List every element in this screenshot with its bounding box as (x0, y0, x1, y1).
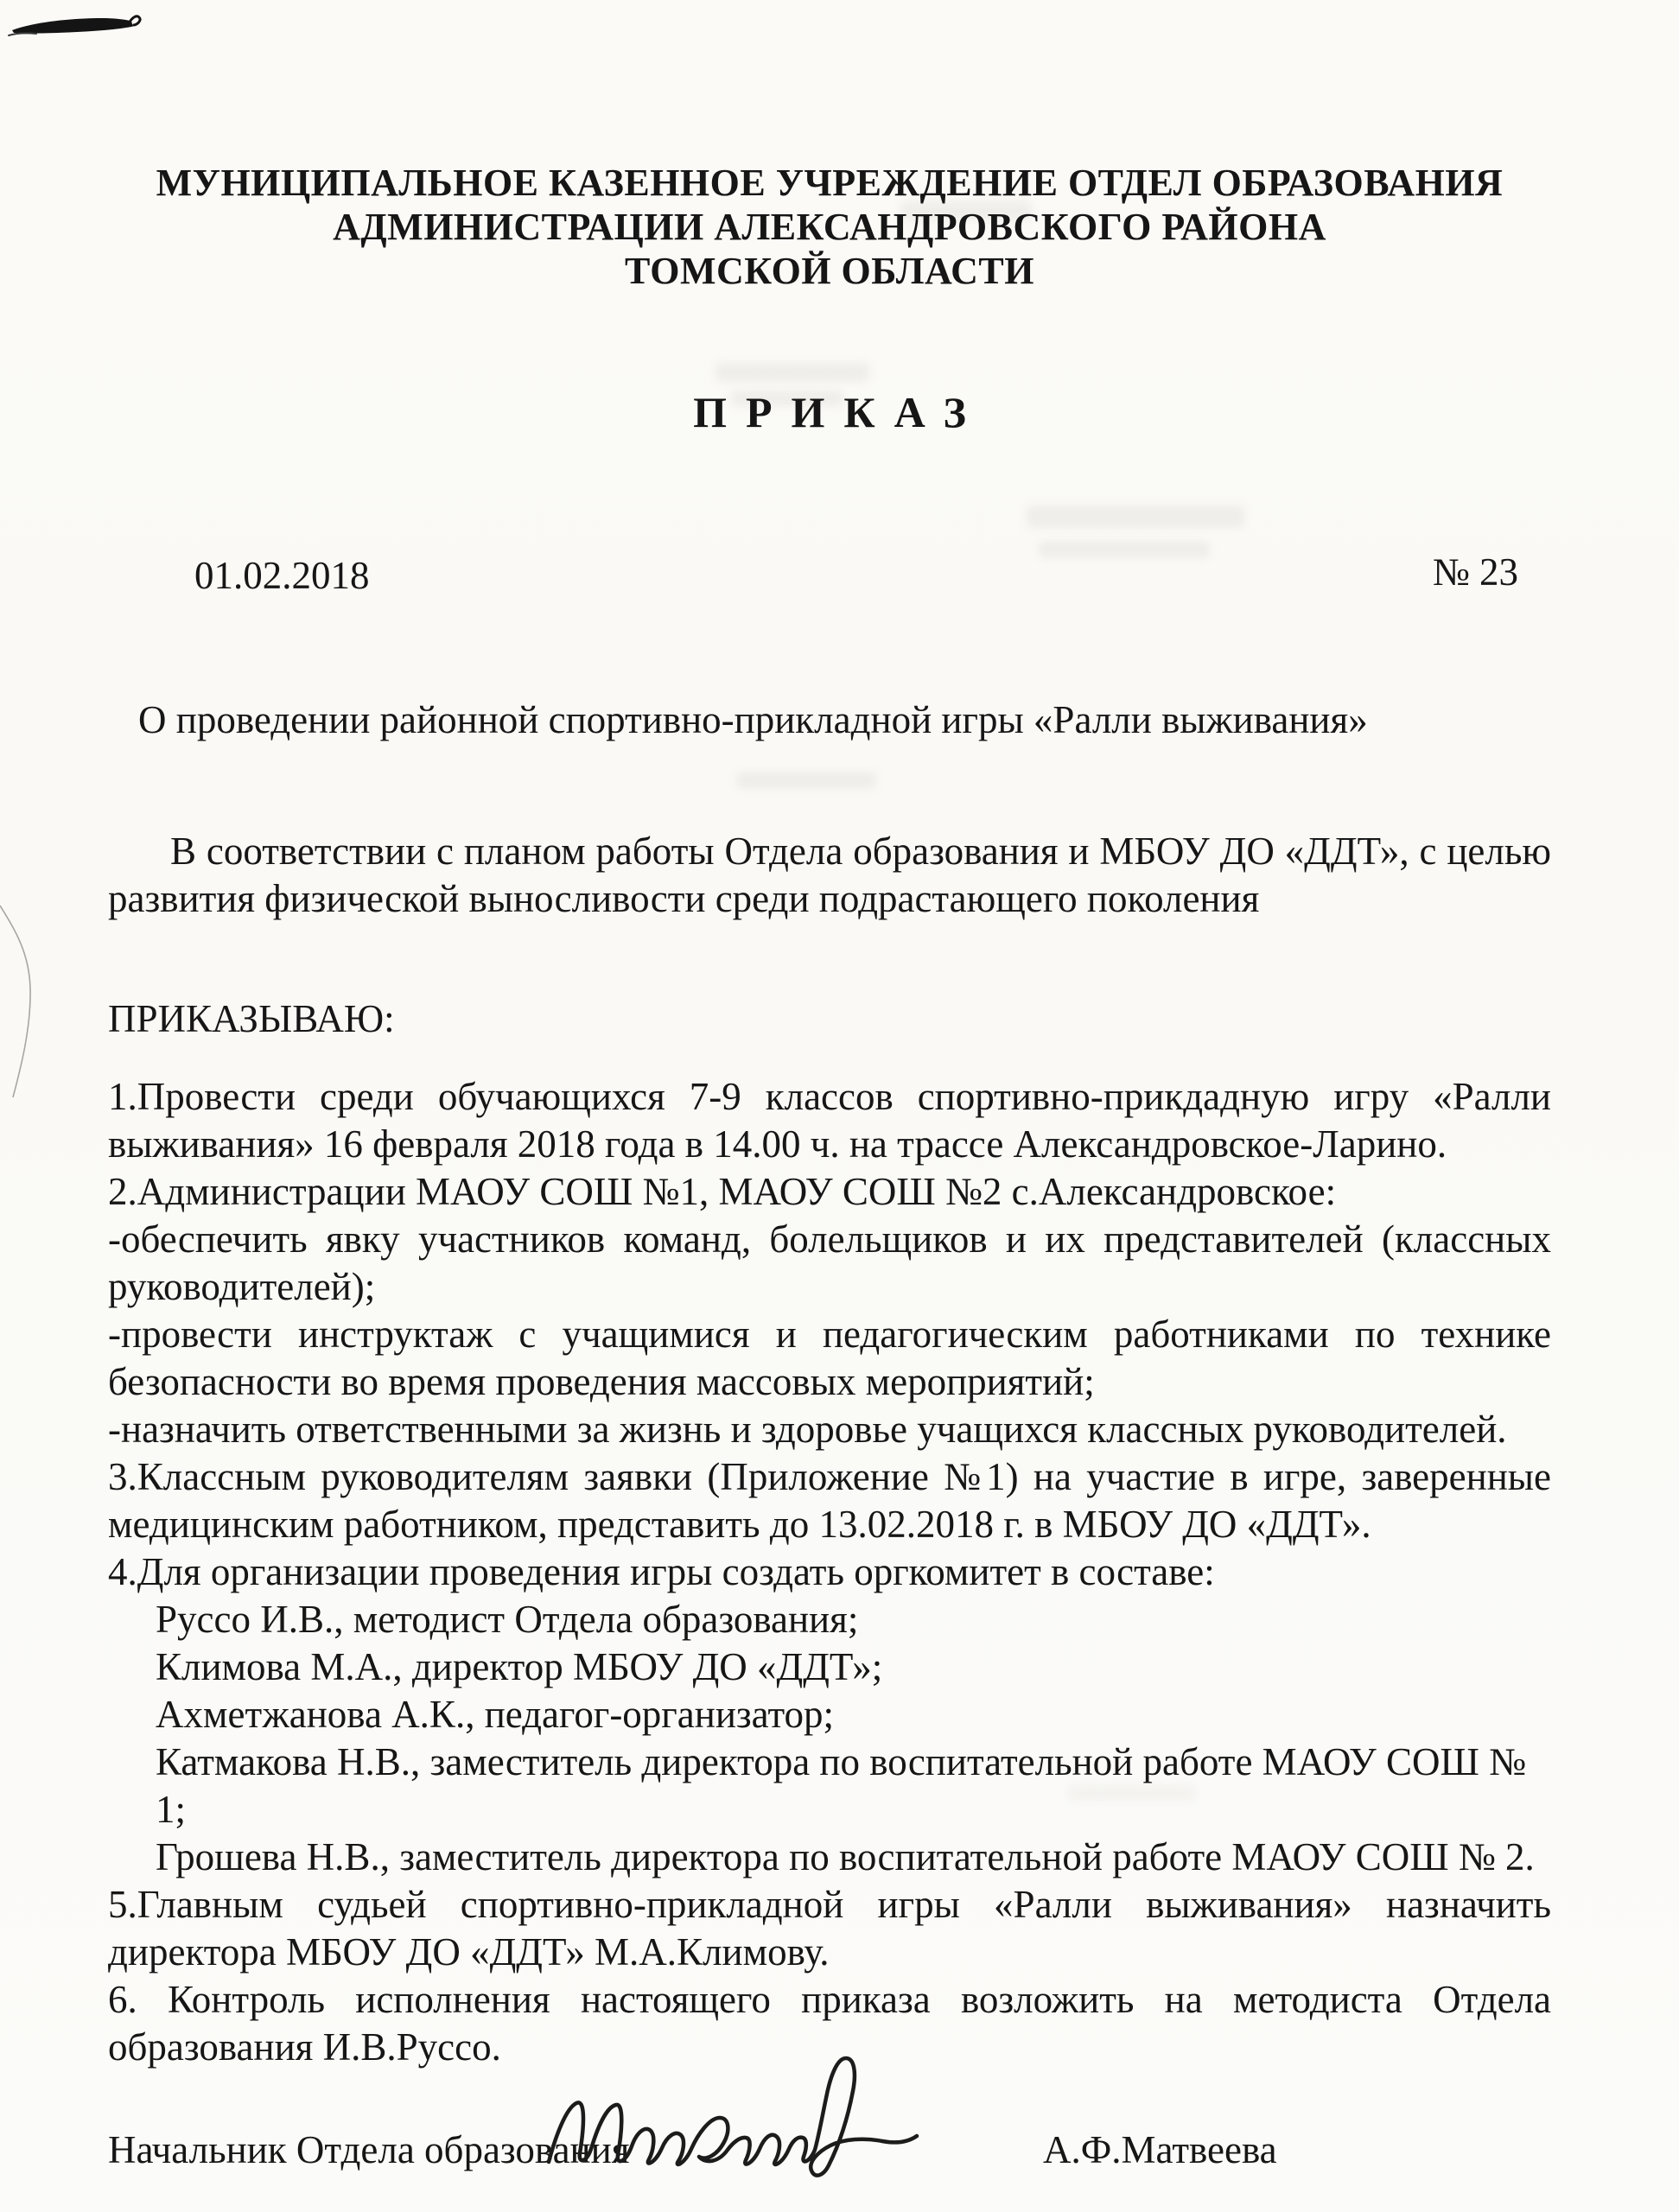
handwritten-signature (540, 2051, 955, 2194)
order-item: -провести инструктаж с учащимися и педагогическим работниками по технике безопасности во время проведения массовых мероприятий; (108, 1313, 1551, 1403)
preamble-paragraph: В соответствии с планом работы Отдела образования и МБОУ ДО «ДДТ», с целью развития физической выносливости среди подрастающего поколения (108, 830, 1551, 920)
document-date: 01.02.2018 (194, 554, 370, 597)
order-subitem: Руссо И.В., методист Отдела образования; (156, 1598, 859, 1641)
order-item: 4.Для организации проведения игры создать оргкомитет в составе: (108, 1550, 1215, 1593)
organization-name-line: ТОМСКОЙ ОБЛАСТИ (625, 250, 1034, 292)
scan-scratch-line (0, 899, 52, 1106)
order-item: -обеспечить явку участников команд, болельщиков и их представителей (классных руководителей); (108, 1217, 1551, 1308)
show-through-artifact (1039, 541, 1210, 558)
document-subject: О проведении районной спортивно-прикладной игры «Ралли выживания» (138, 698, 1368, 741)
organization-name-line: АДМИНИСТРАЦИИ АЛЕКСАНДРОВСКОГО РАЙОНА (333, 206, 1326, 248)
order-item: 6. Контроль исполнения настоящего приказа возложить на методиста Отдела образования И.В.Руссо. (108, 1978, 1551, 2069)
order-subitem: Грошева Н.В., заместитель директора по воспитательной работе МАОУ СОШ № 2. (156, 1835, 1535, 1878)
organization-header (108, 161, 1551, 293)
order-subitem: Климова М.А., директор МБОУ ДО «ДДТ»; (156, 1645, 883, 1688)
order-item: -назначить ответственными за жизнь и здоровье учащихся классных руководителей. (108, 1408, 1507, 1451)
order-subitem: Ахметжанова А.К., педагог-организатор; (156, 1693, 835, 1736)
order-word: ПРИКАЗЫВАЮ: (108, 997, 395, 1040)
organization-name-line: МУНИЦИПАЛЬНОЕ КАЗЕННОЕ УЧРЕЖДЕНИЕ ОТДЕЛ ОБРАЗОВАНИЯ (156, 162, 1504, 204)
signer-title: Начальник Отдела образования (108, 2128, 630, 2171)
signature-row (108, 2127, 1551, 2212)
show-through-artifact (715, 363, 869, 382)
signer-name: А.Ф.Матвеева (1043, 2128, 1277, 2171)
order-item: 3.Классным руководителям заявки (Приложение №1) на участие в игре, заверенные медицинским работником, представить до 13.02.2018 г. в МБОУ ДО «ДДТ». (108, 1455, 1551, 1546)
order-items (108, 1073, 1551, 2071)
order-item: 1.Провести среди обучающихся 7-9 классов спортивно-прикдадную игру «Ралли выживания» 16 февраля 2018 года в 14.00 ч. на трассе Александровское-Ларино. (108, 1075, 1551, 1166)
pen-mark (7, 7, 158, 48)
show-through-artifact (1027, 505, 1244, 528)
document-number: № 23 (1432, 550, 1518, 594)
order-item: 5.Главным судьей спортивно-прикладной игры «Ралли выживания» назначить директора МБОУ ДО «ДДТ» М.А.Климову. (108, 1883, 1551, 1974)
order-subitem: Катмакова Н.В., заместитель директора по воспитательной работе МАОУ СОШ № 1; (156, 1740, 1527, 1831)
order-item: 2.Администрации МАОУ СОШ №1, МАОУ СОШ №2 с.Александровское: (108, 1170, 1337, 1213)
document-type-title: ПРИКАЗ (693, 388, 985, 436)
show-through-artifact (736, 772, 876, 789)
